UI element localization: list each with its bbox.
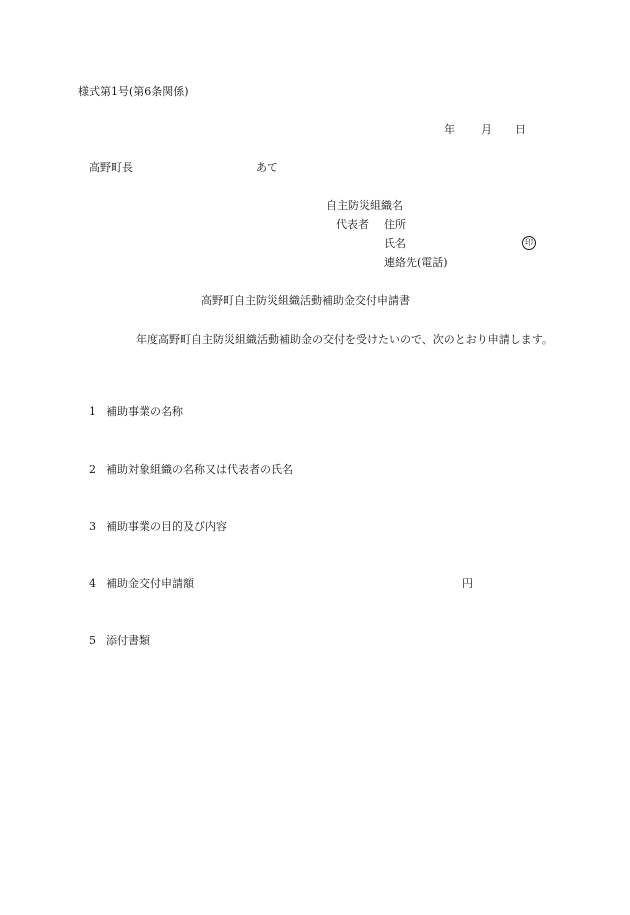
form-number: 様式第1号(第6条関係) [78,85,189,98]
date-month-label: 月 [481,123,492,136]
date-year-label: 年 [444,123,455,136]
item-number: 5 [89,634,96,647]
item-label: 補助金交付申請額 [106,577,194,590]
item-number: 2 [89,463,96,476]
applicant-rep-label: 代表者 [336,218,369,231]
applicant-org-label: 自主防災組織名 [326,199,403,212]
applicant-address-label: 住所 [384,218,406,231]
amount-unit: 円 [462,577,473,590]
item-label: 添付書類 [106,634,150,647]
applicant-name-label: 氏名 [384,237,406,250]
item-label: 補助事業の目的及び内容 [106,520,227,533]
body-paragraph: 年度高野町自主防災組織活動補助金の交付を受けたいので、次のとおり申請します。 [136,333,553,346]
date-day-label: 日 [515,123,526,136]
applicant-contact-label: 連絡先(電話) [384,256,448,269]
document-title: 高野町自主防災組織活動補助金交付申請書 [201,294,410,307]
item-label: 補助事業の名称 [106,405,183,418]
item-label: 補助対象組織の名称又は代表者の氏名 [106,463,293,476]
recipient-name: 高野町長 [89,161,133,174]
item-number: 1 [89,405,96,418]
item-number: 3 [89,520,96,533]
item-number: 4 [89,577,96,590]
seal-mark: 印 [522,236,536,250]
recipient-suffix: あて [256,161,278,174]
